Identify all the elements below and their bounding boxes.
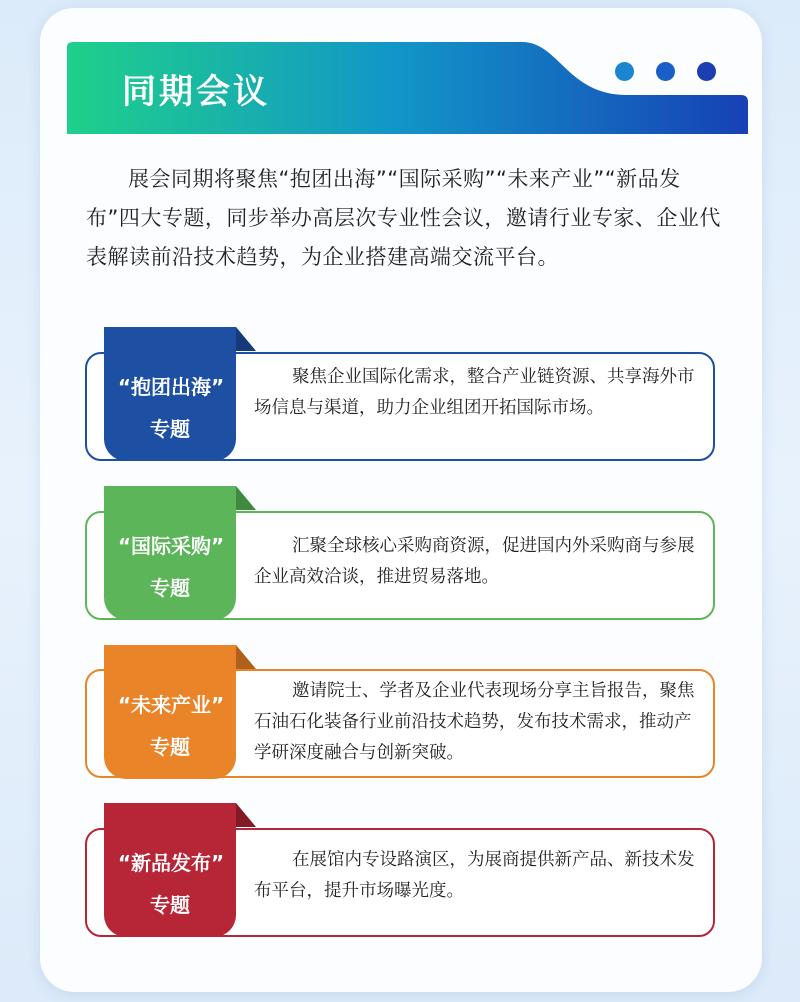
topic-description: 在展馆内专设路演区，为展商提供新产品、新技术发布平台，提升市场曝光度。 [254,850,695,901]
topic-tag-fold [236,486,256,510]
topic-tag [104,327,236,461]
topic-tag-fold [236,327,256,351]
topic-description: 汇聚全球核心采购商资源，促进国内外采购商与参展企业高效洽谈，推进贸易落地。 [254,536,695,587]
topic-sub: 专题 [150,893,190,917]
topic-description: 邀请院士、学者及企业代表现场分享主旨报告，聚焦石油石化装备行业前沿技术趋势，发布技术需求，推动产学研深度融合与创新突破。 [254,681,695,763]
topic-tag [104,486,236,620]
topic-sub: 专题 [150,735,190,759]
section-header [67,42,748,134]
topic-description: 聚焦企业国际化需求，整合产业链资源、共享海外市场信息与渠道，助力企业组团开拓国际市场。 [254,367,695,418]
topic-name: “国际采购” [117,534,225,558]
decorative-dot-icon [697,62,716,81]
decorative-dot-icon [615,62,634,81]
decorative-dot-icon [656,62,675,81]
topic-name: “未来产业” [117,693,225,717]
topic-tag [104,803,236,937]
topic-tag-fold [236,645,256,669]
intro-paragraph: 展会同期将聚焦“抱团出海”“国际采购”“未来产业”“新品发布”四大专题，同步举办高层次专业性会议，邀请行业专家、企业代表解读前沿技术趋势，为企业搭建高端交流平台。 [86,167,721,269]
topic-name: “抱团出海” [117,375,225,399]
topic-sub: 专题 [150,417,190,441]
topic-tag-fold [236,803,256,827]
section-title: 同期会议 [122,72,270,112]
topic-tag [104,645,236,779]
topic-name: “新品发布” [117,851,225,875]
topic-sub: 专题 [150,576,190,600]
